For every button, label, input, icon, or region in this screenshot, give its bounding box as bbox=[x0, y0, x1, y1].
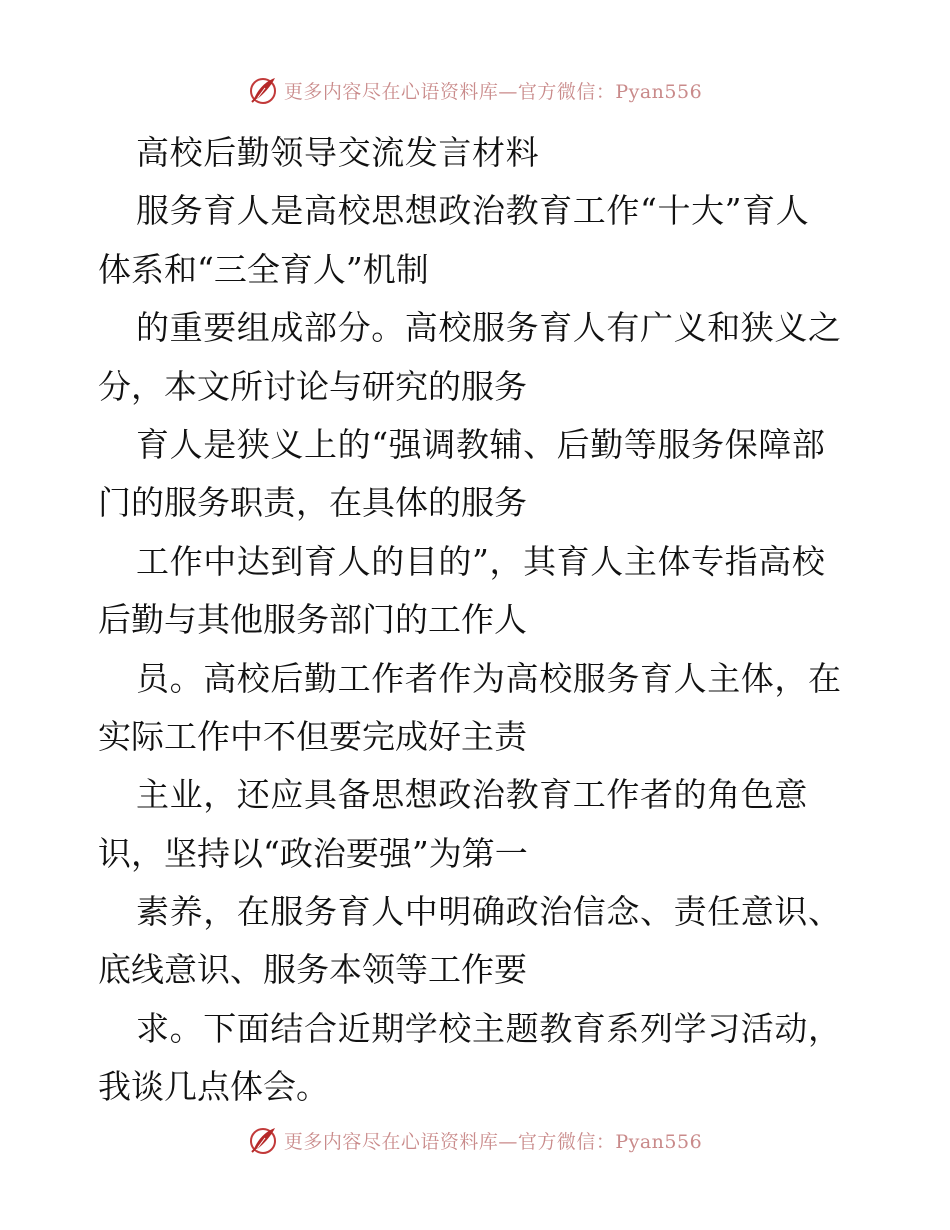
body-line: 求。下面结合近期学校主题教育系列学习活动， bbox=[136, 1008, 842, 1048]
body-line: 体系和“三全育人”机制 bbox=[98, 249, 429, 289]
footer-banner bbox=[0, 1120, 950, 1160]
body-line: 我谈几点体会。 bbox=[98, 1067, 329, 1107]
body-line: 实际工作中不但要完成好主责 bbox=[98, 716, 527, 756]
body-line: 分，本文所讨论与研究的服务 bbox=[98, 366, 527, 406]
body-line: 服务育人是高校思想政治教育工作“十大”育人 bbox=[136, 191, 810, 231]
quill-logo-icon bbox=[248, 75, 278, 105]
header-banner-text: 更多内容尽在心语资料库—官方微信：Pyan556 bbox=[283, 80, 703, 103]
body-line: 后勤与其他服务部门的工作人 bbox=[98, 600, 527, 640]
document-body bbox=[98, 124, 858, 1117]
body-line: 素养，在服务育人中明确政治信念、责任意识、 bbox=[136, 892, 842, 932]
body-line: 育人是狭义上的“强调教辅、后勤等服务保障部 bbox=[136, 424, 826, 464]
body-line: 员。高校后勤工作者作为高校服务育人主体，在 bbox=[136, 658, 842, 698]
body-line: 识，坚持以“政治要强”为第一 bbox=[98, 833, 528, 873]
body-line: 的重要组成部分。高校服务育人有广义和狭义之 bbox=[136, 308, 842, 348]
quill-logo-icon bbox=[248, 1125, 278, 1155]
body-line: 主业，还应具备思想政治教育工作者的角色意 bbox=[136, 775, 808, 815]
header-banner bbox=[0, 70, 950, 110]
document-title: 高校后勤领导交流发言材料 bbox=[136, 133, 540, 172]
footer-banner-content bbox=[248, 1120, 702, 1160]
header-banner-content bbox=[248, 70, 702, 110]
body-line: 门的服务职责，在具体的服务 bbox=[98, 483, 527, 523]
body-line: 工作中达到育人的目的”，其育人主体专指高校 bbox=[136, 541, 826, 581]
body-line: 底线意识、服务本领等工作要 bbox=[98, 950, 527, 990]
footer-banner-text: 更多内容尽在心语资料库—官方微信：Pyan556 bbox=[283, 1130, 703, 1153]
